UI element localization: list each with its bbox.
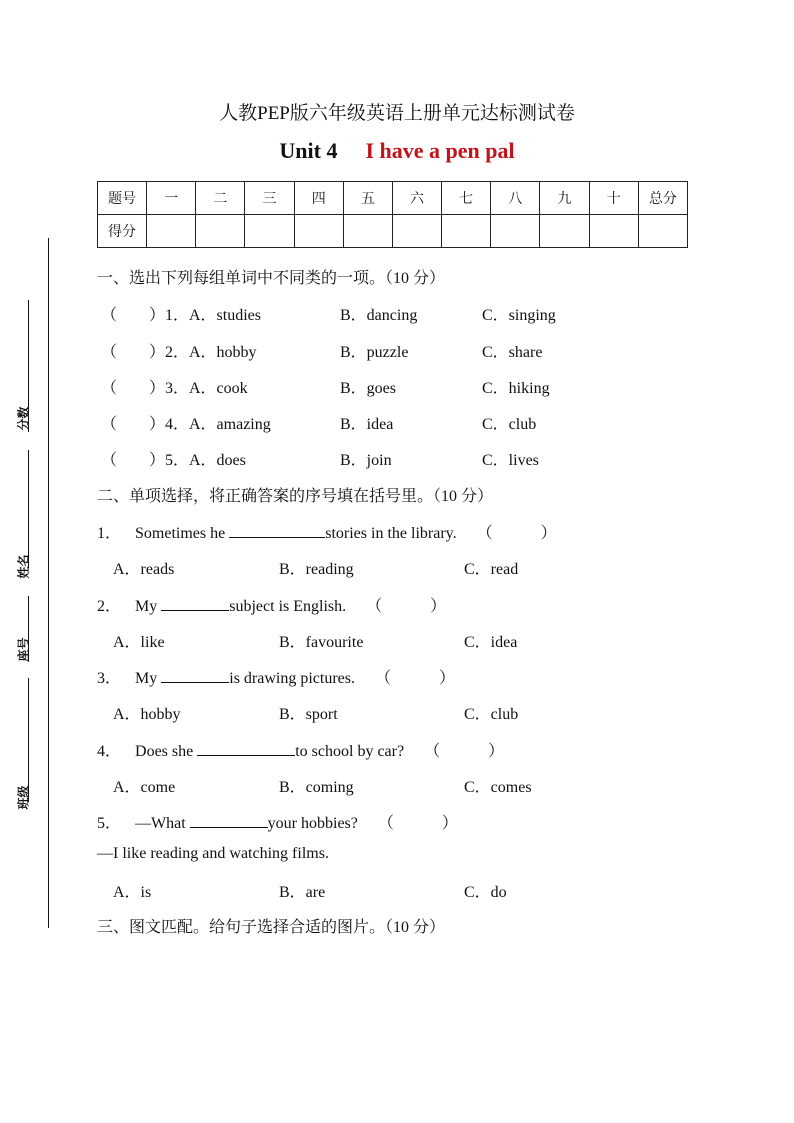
- score-input-cell[interactable]: [442, 215, 491, 248]
- s2-q4-stem: [97, 738, 504, 761]
- score-input-cell[interactable]: [491, 215, 540, 248]
- score-row-label: 得分: [98, 215, 147, 248]
- stem-start: Sometimes he: [135, 525, 226, 542]
- answer-blank[interactable]: [161, 596, 229, 611]
- exam-title: 人教PEP版六年级英语上册单元达标测试卷: [219, 103, 575, 124]
- score-cell: 二: [196, 182, 245, 215]
- s2-q3-stem: [97, 665, 455, 688]
- score-cell: 总分: [638, 182, 687, 215]
- section-1-heading: 一、选出下列每组单词中不同类的一项。（10 分）: [97, 270, 446, 287]
- s2-q3-option-a: A．hobby: [113, 706, 181, 723]
- answer-blank[interactable]: [229, 523, 325, 538]
- s2-q5-option-b: B．are: [279, 884, 326, 901]
- s1-q4-option-b: B．idea: [340, 416, 394, 433]
- s2-q4-option-a: A．come: [113, 779, 176, 796]
- score-input-cell[interactable]: [638, 215, 687, 248]
- question-number: 3．: [97, 670, 122, 687]
- binding-margin-line: [48, 238, 49, 928]
- score-cell: 九: [540, 182, 589, 215]
- s2-q2-option-c: C．idea: [464, 634, 518, 651]
- stem-start: Does she: [135, 743, 194, 760]
- s2-q2-option-a: A．like: [113, 634, 165, 651]
- stem-end: stories in the library.: [325, 525, 457, 542]
- score-cell: 题号: [98, 182, 147, 215]
- s2-q2-stem: [97, 593, 446, 616]
- question-number: 1．: [97, 525, 122, 542]
- s1-q2-option-a: （ ）2．A．hobby: [101, 344, 257, 361]
- s1-q5-option-c: C．lives: [482, 452, 539, 469]
- s2-q3-option-c: C．club: [464, 706, 519, 723]
- stem-end: to school by car?: [295, 743, 405, 760]
- s1-q3-option-a: （ ）3．A．cook: [101, 380, 248, 397]
- s2-q2-option-b: B．favourite: [279, 634, 364, 651]
- answer-paren[interactable]: （ ）: [377, 815, 458, 832]
- score-input-cell[interactable]: [294, 215, 343, 248]
- s2-q4-option-b: B．coming: [279, 779, 354, 796]
- score-input-cell[interactable]: [589, 215, 638, 248]
- stem-start: My: [135, 670, 158, 687]
- s1-q1-option-a: （ ）1．A．studies: [101, 307, 262, 324]
- s1-q3-option-b: B．goes: [340, 380, 397, 397]
- s2-q5-stem: [97, 810, 458, 833]
- unit-number: Unit 4: [279, 138, 338, 163]
- score-cell: 三: [245, 182, 294, 215]
- s2-q5-option-c: C．do: [464, 884, 507, 901]
- score-cell: 一: [147, 182, 196, 215]
- answer-paren[interactable]: （ ）: [424, 743, 505, 760]
- name-write-line[interactable]: [28, 450, 29, 568]
- s1-q4-option-c: C．club: [482, 416, 537, 433]
- s1-q1-option-c: C．singing: [482, 307, 556, 324]
- score-table-header-row: [98, 182, 688, 215]
- s1-q2-option-b: B．puzzle: [340, 344, 409, 361]
- s2-q1-stem: [97, 520, 557, 543]
- answer-blank[interactable]: [197, 741, 295, 756]
- s2-q4-option-c: C．comes: [464, 779, 532, 796]
- question-number: 4．: [97, 743, 122, 760]
- s1-q5-option-b: B．join: [340, 452, 392, 469]
- seat-number-label: 座号: [16, 637, 31, 662]
- score-cell: 六: [392, 182, 441, 215]
- s2-q3-option-b: B．sport: [279, 706, 338, 723]
- unit-heading: [0, 138, 794, 164]
- score-cell: 七: [442, 182, 491, 215]
- question-number: 2．: [97, 598, 122, 615]
- score-cell: 五: [343, 182, 392, 215]
- score-cell: 十: [589, 182, 638, 215]
- s1-q3-option-c: C．hiking: [482, 380, 550, 397]
- stem-end: is drawing pictures.: [229, 670, 355, 687]
- stem-start: —What: [135, 815, 186, 832]
- score-input-cell[interactable]: [245, 215, 294, 248]
- stem-end: subject is English.: [229, 598, 347, 615]
- score-table-score-row: [98, 215, 688, 248]
- answer-blank[interactable]: [190, 813, 268, 828]
- stem-start: My: [135, 598, 158, 615]
- score-table: [97, 181, 688, 248]
- score-input-cell[interactable]: [196, 215, 245, 248]
- answer-paren[interactable]: （ ）: [366, 598, 447, 615]
- section-2-heading: 二、单项选择，将正确答案的序号填在括号里。（10 分）: [97, 488, 494, 505]
- s1-q4-option-a: （ ）4．A．amazing: [101, 416, 271, 433]
- s2-q1-option-b: B．reading: [279, 561, 354, 578]
- answer-paren[interactable]: （ ）: [375, 670, 456, 687]
- stem-end: your hobbies?: [267, 815, 358, 832]
- s1-q1-option-b: B．dancing: [340, 307, 418, 324]
- unit-title: I have a pen pal: [365, 138, 515, 163]
- score-cell: 四: [294, 182, 343, 215]
- class-write-line[interactable]: [28, 678, 29, 802]
- score-label: 分数: [16, 406, 31, 431]
- score-input-cell[interactable]: [343, 215, 392, 248]
- answer-blank[interactable]: [161, 668, 229, 683]
- name-label: 姓名: [16, 554, 31, 579]
- s1-q2-option-c: C．share: [482, 344, 543, 361]
- class-label: 班级: [16, 785, 31, 810]
- score-cell: 八: [491, 182, 540, 215]
- s2-q5-reply-line: —I like reading and watching films.: [97, 845, 329, 862]
- section-3-heading: 三、图文匹配。给句子选择合适的图片。（10 分）: [97, 919, 446, 936]
- answer-paren[interactable]: （ ）: [476, 525, 557, 542]
- s2-q1-option-a: A．reads: [113, 561, 175, 578]
- score-input-cell[interactable]: [392, 215, 441, 248]
- question-number: 5．: [97, 815, 122, 832]
- s2-q1-option-c: C．read: [464, 561, 519, 578]
- score-input-cell[interactable]: [540, 215, 589, 248]
- score-input-cell[interactable]: [147, 215, 196, 248]
- s1-q5-option-a: （ ）5．A．does: [101, 452, 246, 469]
- s2-q5-option-a: A．is: [113, 884, 152, 901]
